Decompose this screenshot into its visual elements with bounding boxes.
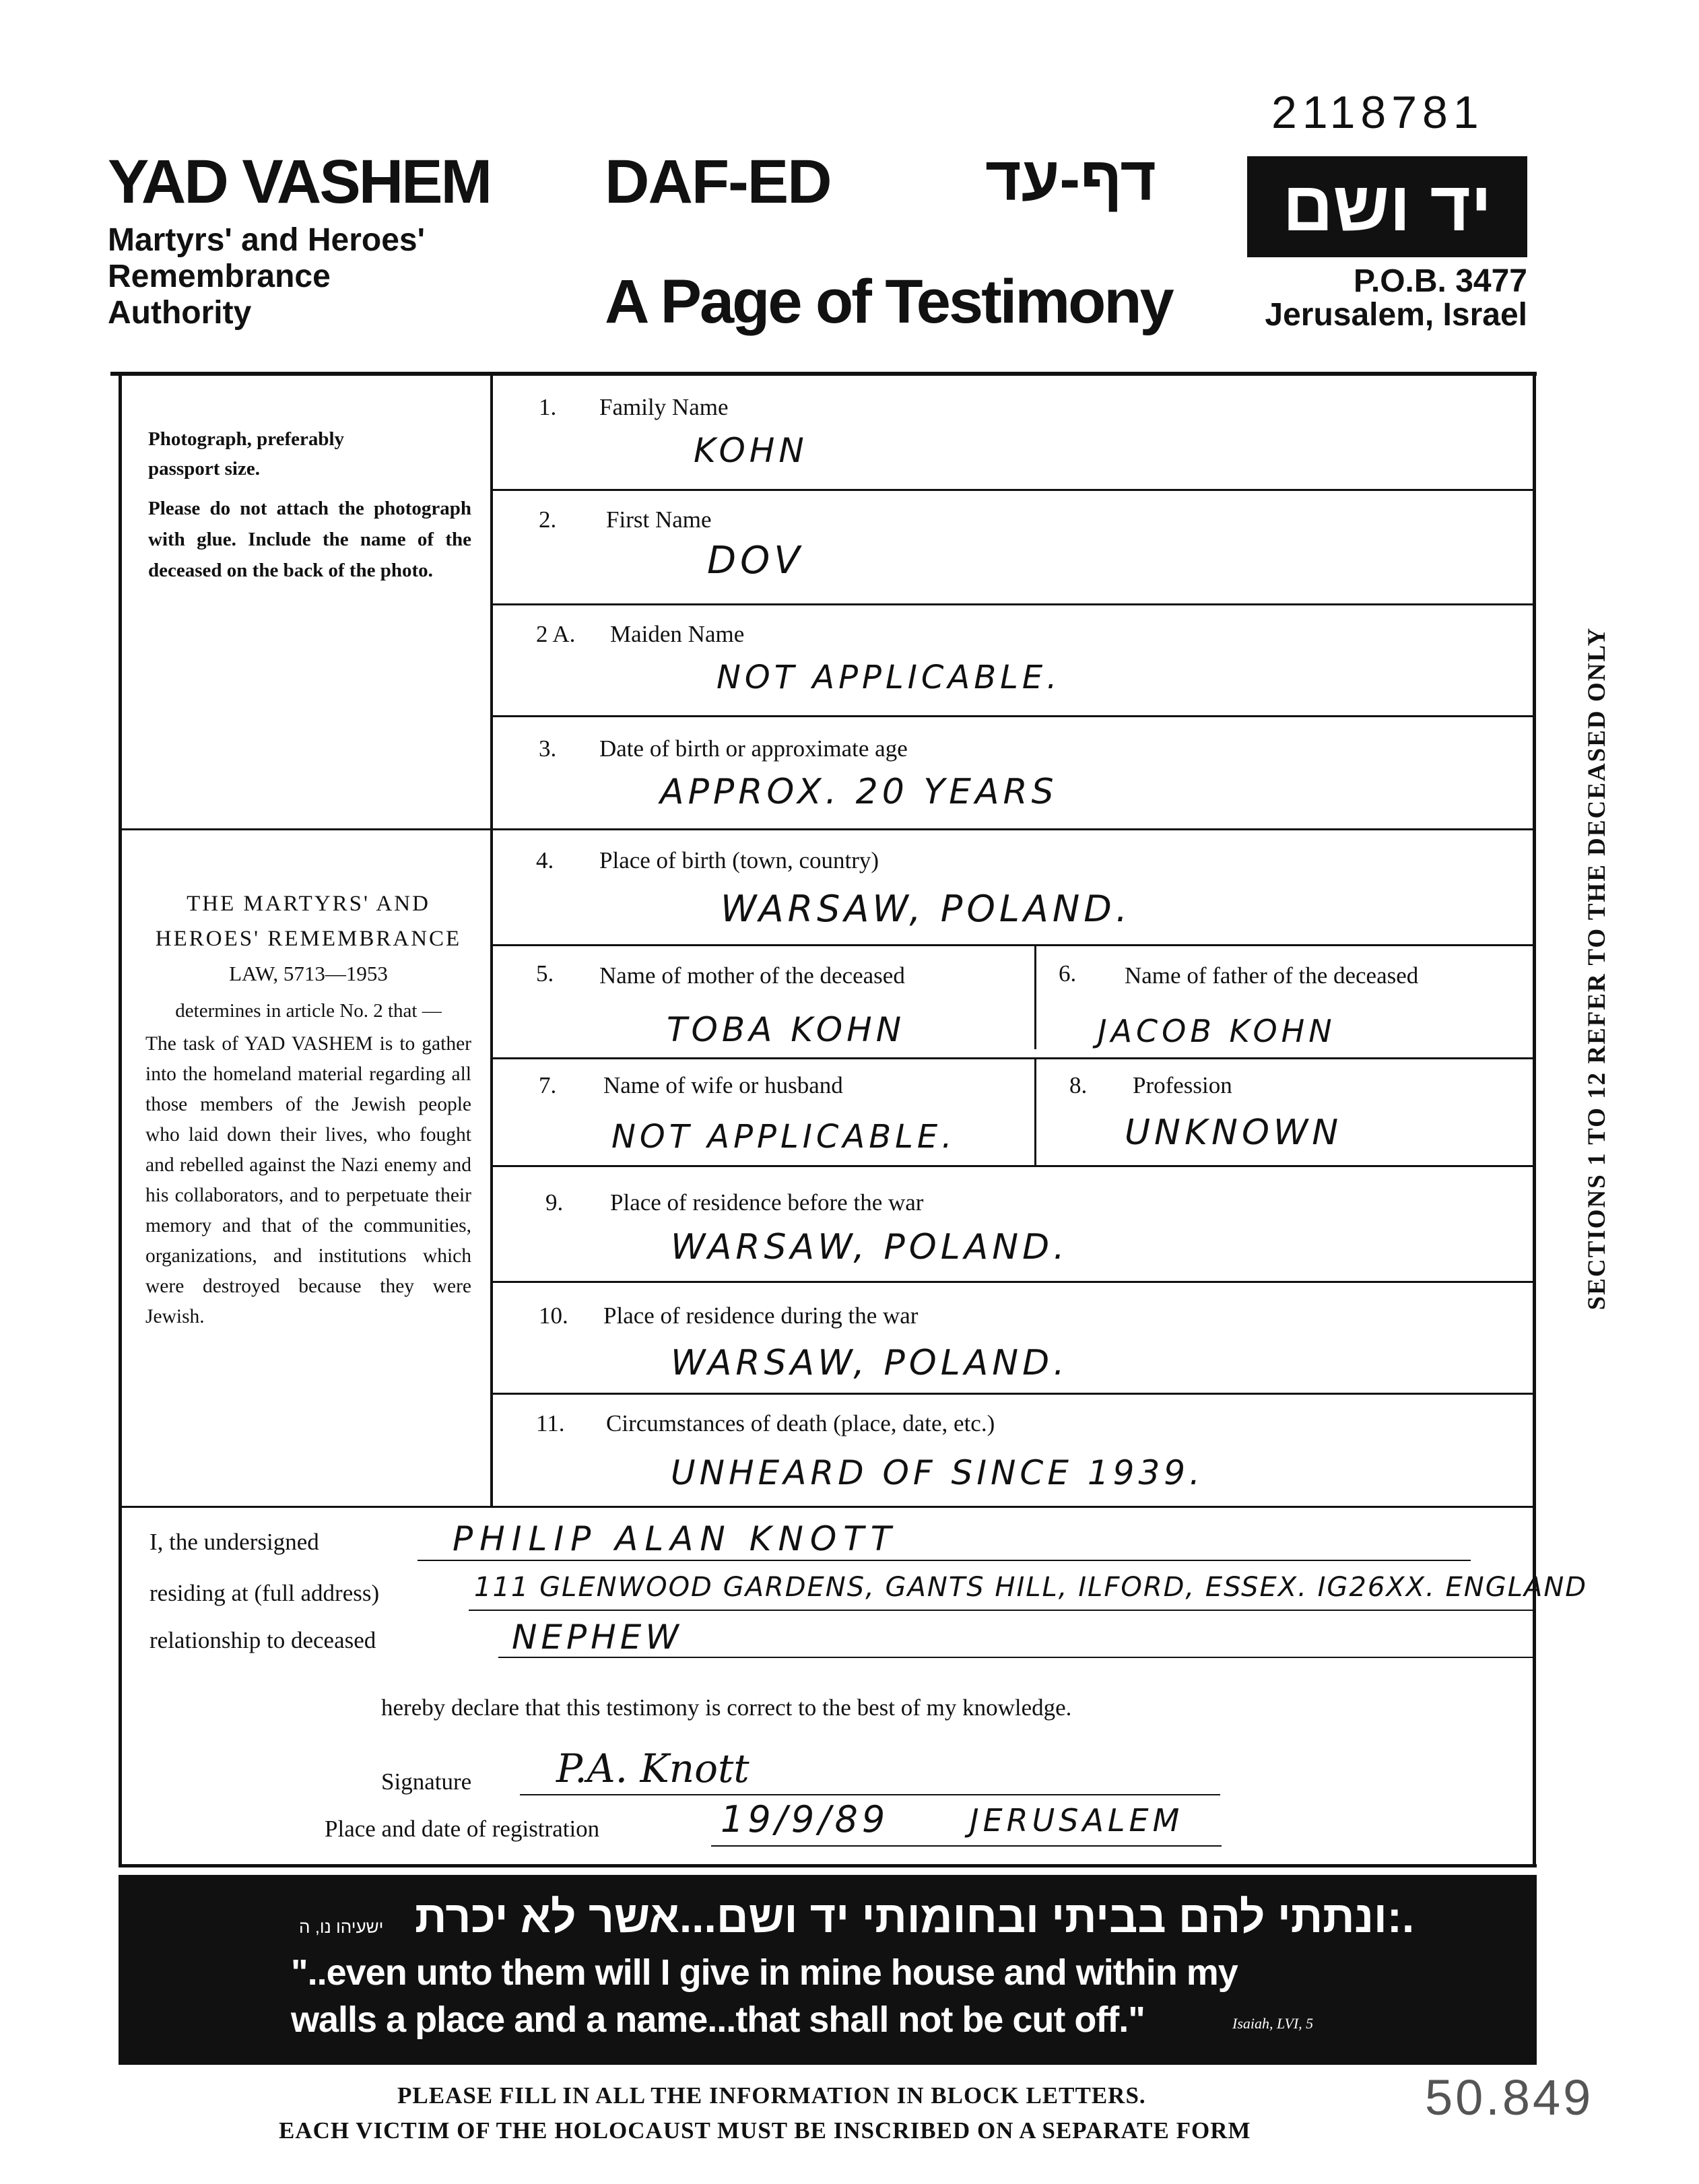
rule-after-f5-f6 bbox=[493, 1057, 1534, 1059]
logo-hebrew-text: יד ושם bbox=[1282, 167, 1492, 246]
declaration-text: hereby declare that this testimony is correct to the best of my knowledge. bbox=[381, 1694, 1072, 1721]
field-10-number: 10. bbox=[539, 1302, 568, 1329]
registration-line bbox=[711, 1845, 1222, 1847]
frame-top-rule bbox=[110, 372, 1537, 376]
banner-hebrew-ref: ישעיהו נו, ה bbox=[299, 1917, 384, 1937]
yad-vashem-logo bbox=[1247, 156, 1527, 257]
stamp-number: 50.849 bbox=[1425, 2070, 1594, 2125]
mother-name-value: TOBA KOHN bbox=[667, 1010, 906, 1049]
undersigned-label: I, the undersigned bbox=[149, 1529, 319, 1555]
daf-ed-title: DAF-ED bbox=[605, 147, 831, 216]
field-7-number: 7. bbox=[539, 1072, 557, 1098]
rule-after-f4 bbox=[493, 944, 1534, 946]
pob-address: P.O.B. 3477 bbox=[1354, 263, 1527, 299]
photo-instructions: Please do not attach the photograph with glue. Include the name of the deceased on the back of the photo. bbox=[148, 498, 471, 581]
relationship-value: NEPHEW bbox=[512, 1618, 683, 1657]
field-2a-number: 2 A. bbox=[536, 621, 576, 647]
signature-value: P.A. Knott bbox=[556, 1746, 749, 1791]
date-of-birth-value: APPROX. 20 YEARS bbox=[660, 772, 1058, 812]
signature-line bbox=[520, 1794, 1220, 1795]
father-name-value: JACOB KOHN bbox=[1098, 1013, 1336, 1049]
rule-after-f3 bbox=[493, 828, 1534, 830]
undersigned-line bbox=[418, 1560, 1471, 1561]
org-subtitle bbox=[108, 222, 425, 331]
law-title-3: LAW, 5713—1953 bbox=[229, 962, 388, 985]
footer-line-1: PLEASE FILL IN ALL THE INFORMATION IN BLOCK LETTERS. bbox=[397, 2082, 1146, 2109]
serial-number: 2118781 bbox=[1271, 87, 1484, 138]
field-4-label: Place of birth (town, country) bbox=[599, 847, 879, 873]
law-text: The task of YAD VASHEM is to gather into the homeland material regarding all those members of the Jewish people who laid down their lives, who fought and rebelled against the Nazi enemy and his collaborators, and to perpetuate their memory and that of the communities, organizations, and institutions which were destroyed because they were Jewish. bbox=[145, 1033, 471, 1327]
registration-label: Place and date of registration bbox=[325, 1816, 600, 1842]
field-2-number: 2. bbox=[539, 506, 557, 533]
address-line bbox=[469, 1610, 1535, 1611]
rule-after-f1 bbox=[493, 489, 1534, 491]
law-determines: determines in article No. 2 that — bbox=[175, 1000, 442, 1022]
banner-english-ref: Isaiah, LVI, 5 bbox=[1232, 2015, 1314, 2032]
field-11-number: 11. bbox=[536, 1410, 565, 1436]
rule-after-f11 bbox=[120, 1506, 1534, 1508]
law-title-2: HEROES' REMEMBRANCE bbox=[155, 927, 462, 951]
frame-left-rule bbox=[119, 372, 122, 1865]
sections-side-note: SECTIONS 1 TO 12 REFER TO THE DECEASED ONLY bbox=[1583, 626, 1611, 1311]
field-3-number: 3. bbox=[539, 735, 557, 762]
org-subtitle-line1: Martyrs' and Heroes' bbox=[108, 222, 425, 258]
field-1-number: 1. bbox=[539, 394, 557, 420]
registration-date-value: 19/9/89 bbox=[721, 1798, 890, 1841]
org-name: YAD VASHEM bbox=[108, 147, 491, 216]
rule-after-f9 bbox=[493, 1281, 1534, 1283]
address-value: 111 GLENWOOD GARDENS, GANTS HILL, ILFORD, ESSEX. IG26XX. ENGLAND bbox=[474, 1572, 1588, 1603]
rule-after-f2a bbox=[493, 715, 1534, 717]
city-address: Jerusalem, Israel bbox=[1265, 297, 1527, 333]
org-subtitle-line3: Authority bbox=[108, 295, 252, 331]
field-10-label: Place of residence during the war bbox=[603, 1302, 919, 1329]
divider-f7-f8 bbox=[1034, 1059, 1036, 1165]
footer-line-2: EACH VICTIM OF THE HOLOCAUST MUST BE INSCRIBED ON A SEPARATE FORM bbox=[279, 2117, 1251, 2144]
field-1-label: Family Name bbox=[599, 394, 729, 420]
org-subtitle-line2: Remembrance bbox=[108, 259, 331, 294]
frame-bottom-rule bbox=[119, 1864, 1537, 1867]
frame-right-rule bbox=[1533, 372, 1536, 1865]
maiden-name-value: NOT APPLICABLE. bbox=[717, 659, 1061, 696]
field-8-number: 8. bbox=[1069, 1072, 1088, 1098]
column-divider bbox=[490, 374, 493, 1507]
field-2-label: First Name bbox=[606, 506, 712, 533]
field-7-label: Name of wife or husband bbox=[603, 1072, 843, 1098]
banner-english-line1: "..even unto them will I give in mine house and within my bbox=[291, 1952, 1238, 1993]
field-5-label: Name of mother of the deceased bbox=[599, 962, 905, 989]
family-name-value: KOHN bbox=[694, 431, 808, 470]
banner-hebrew-quote: .:ונתתי להם בביתי ובחומותי יד ושם...אשר לא יכרת bbox=[415, 1892, 1415, 1942]
registration-place-value: JERUSALEM bbox=[970, 1802, 1184, 1839]
divider-f5-f6 bbox=[1034, 946, 1036, 1049]
field-8-label: Profession bbox=[1133, 1072, 1232, 1098]
field-5-number: 5. bbox=[536, 960, 554, 987]
rule-after-f10 bbox=[493, 1393, 1534, 1395]
field-9-number: 9. bbox=[545, 1189, 564, 1216]
photo-title: Photograph, preferably passport size. bbox=[148, 428, 345, 479]
isaiah-banner bbox=[119, 1875, 1537, 2065]
field-6-label: Name of father of the deceased bbox=[1125, 962, 1419, 989]
law-title-1: THE MARTYRS' AND bbox=[187, 892, 430, 916]
relationship-line bbox=[498, 1657, 1535, 1658]
field-2a-label: Maiden Name bbox=[610, 621, 745, 647]
photo-area bbox=[148, 424, 471, 586]
banner-english-line2: walls a place and a name...that shall not be cut off." bbox=[291, 1999, 1145, 2040]
rule-after-f7-f8 bbox=[493, 1165, 1534, 1167]
rule-after-f2 bbox=[493, 603, 1534, 605]
residence-before-war-value: WARSAW, POLAND. bbox=[671, 1227, 1069, 1267]
first-name-value: DOV bbox=[707, 539, 804, 583]
field-6-number: 6. bbox=[1059, 960, 1077, 987]
place-of-birth-value: WARSAW, POLAND. bbox=[721, 888, 1131, 930]
daf-ed-hebrew: דף-עד bbox=[985, 145, 1156, 213]
page-title: A Page of Testimony bbox=[605, 267, 1172, 336]
address-label: residing at (full address) bbox=[149, 1580, 380, 1606]
field-4-number: 4. bbox=[536, 847, 554, 873]
relationship-label: relationship to deceased bbox=[149, 1627, 376, 1653]
spouse-name-value: NOT APPLICABLE. bbox=[611, 1118, 956, 1156]
residence-during-war-value: WARSAW, POLAND. bbox=[671, 1343, 1069, 1383]
field-11-label: Circumstances of death (place, date, etc.) bbox=[606, 1410, 995, 1436]
profession-value: UNKNOWN bbox=[1125, 1113, 1343, 1153]
undersigned-value: PHILIP ALAN KNOTT bbox=[453, 1519, 898, 1558]
left-panel-divider bbox=[120, 828, 492, 830]
field-3-label: Date of birth or approximate age bbox=[599, 735, 908, 762]
field-9-label: Place of residence before the war bbox=[610, 1189, 924, 1216]
law-section bbox=[145, 886, 471, 1332]
circumstances-of-death-value: UNHEARD OF SINCE 1939. bbox=[671, 1453, 1204, 1492]
signature-label: Signature bbox=[381, 1768, 472, 1795]
